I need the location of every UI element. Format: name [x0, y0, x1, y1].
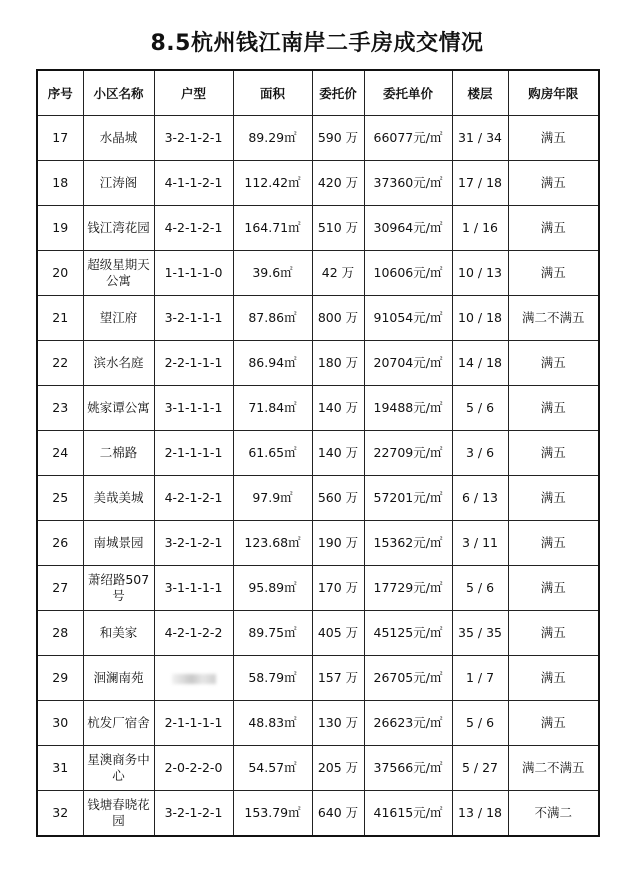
cell-layout: [154, 656, 233, 701]
cell-layout: 4-2-1-2-1: [154, 206, 233, 251]
cell-area: 48.83㎡: [233, 701, 312, 746]
header-no: 序号: [37, 70, 83, 116]
cell-years: 满五: [508, 386, 599, 431]
cell-name: 姚家谭公寓: [83, 386, 154, 431]
cell-price: 157 万: [312, 656, 364, 701]
cell-no: 31: [37, 746, 83, 791]
cell-unit-price: 20704元/㎡: [364, 341, 452, 386]
transactions-table: [36, 69, 600, 837]
cell-years: 满五: [508, 206, 599, 251]
cell-no: 28: [37, 611, 83, 656]
cell-unit-price: 91054元/㎡: [364, 296, 452, 341]
cell-years: 满五: [508, 521, 599, 566]
cell-floor: 13 / 18: [452, 791, 508, 837]
cell-years: 满五: [508, 116, 599, 161]
cell-name: 钱江湾花园: [83, 206, 154, 251]
cell-layout: 3-2-1-2-1: [154, 116, 233, 161]
header-name: 小区名称: [83, 70, 154, 116]
header-floor: 楼层: [452, 70, 508, 116]
header-years: 购房年限: [508, 70, 599, 116]
cell-layout: 4-1-1-2-1: [154, 161, 233, 206]
cell-no: 18: [37, 161, 83, 206]
cell-no: 30: [37, 701, 83, 746]
cell-no: 27: [37, 566, 83, 611]
cell-floor: 14 / 18: [452, 341, 508, 386]
cell-layout: 4-2-1-2-2: [154, 611, 233, 656]
cell-years: 满五: [508, 251, 599, 296]
cell-unit-price: 37360元/㎡: [364, 161, 452, 206]
table-row: [37, 611, 599, 656]
cell-floor: 10 / 18: [452, 296, 508, 341]
cell-years: 满五: [508, 701, 599, 746]
cell-name: 星澳商务中心: [83, 746, 154, 791]
cell-floor: 6 / 13: [452, 476, 508, 521]
cell-layout: 2-1-1-1-1: [154, 431, 233, 476]
cell-no: 23: [37, 386, 83, 431]
cell-name: 萧绍路507号: [83, 566, 154, 611]
cell-price: 140 万: [312, 386, 364, 431]
cell-unit-price: 37566元/㎡: [364, 746, 452, 791]
cell-area: 153.79㎡: [233, 791, 312, 837]
cell-price: 140 万: [312, 431, 364, 476]
table-row: [37, 206, 599, 251]
cell-price: 170 万: [312, 566, 364, 611]
table-row: [37, 341, 599, 386]
page-title: 8.5杭州钱江南岸二手房成交情况: [150, 31, 484, 56]
cell-floor: 1 / 16: [452, 206, 508, 251]
cell-no: 20: [37, 251, 83, 296]
cell-no: 24: [37, 431, 83, 476]
cell-area: 89.75㎡: [233, 611, 312, 656]
cell-name: 钱塘春晓花园: [83, 791, 154, 837]
cell-price: 205 万: [312, 746, 364, 791]
cell-area: 89.29㎡: [233, 116, 312, 161]
cell-floor: 3 / 6: [452, 431, 508, 476]
cell-price: 800 万: [312, 296, 364, 341]
cell-years: 满五: [508, 656, 599, 701]
header-price: 委托价: [312, 70, 364, 116]
cell-unit-price: 45125元/㎡: [364, 611, 452, 656]
cell-years: 满五: [508, 431, 599, 476]
cell-years: 满二不满五: [508, 746, 599, 791]
cell-area: 95.89㎡: [233, 566, 312, 611]
cell-unit-price: 22709元/㎡: [364, 431, 452, 476]
redacted-mark: [172, 674, 216, 684]
table-row: [37, 566, 599, 611]
cell-years: 满五: [508, 161, 599, 206]
cell-layout: 3-2-1-2-1: [154, 791, 233, 837]
cell-layout: 1-1-1-1-0: [154, 251, 233, 296]
cell-years: 不满二: [508, 791, 599, 837]
table-row: [37, 746, 599, 791]
table-row: [37, 251, 599, 296]
cell-floor: 5 / 6: [452, 386, 508, 431]
cell-unit-price: 26623元/㎡: [364, 701, 452, 746]
cell-no: 22: [37, 341, 83, 386]
cell-unit-price: 66077元/㎡: [364, 116, 452, 161]
cell-price: 640 万: [312, 791, 364, 837]
cell-no: 26: [37, 521, 83, 566]
cell-name: 滨水名庭: [83, 341, 154, 386]
cell-unit-price: 10606元/㎡: [364, 251, 452, 296]
cell-area: 61.65㎡: [233, 431, 312, 476]
cell-area: 54.57㎡: [233, 746, 312, 791]
cell-name: 洄澜南苑: [83, 656, 154, 701]
cell-area: 71.84㎡: [233, 386, 312, 431]
cell-no: 17: [37, 116, 83, 161]
cell-years: 满五: [508, 341, 599, 386]
cell-area: 86.94㎡: [233, 341, 312, 386]
cell-floor: 35 / 35: [452, 611, 508, 656]
table-row: [37, 296, 599, 341]
table-row: [37, 701, 599, 746]
cell-name: 杭发厂宿舍: [83, 701, 154, 746]
cell-unit-price: 15362元/㎡: [364, 521, 452, 566]
table-row: [37, 656, 599, 701]
cell-price: 42 万: [312, 251, 364, 296]
cell-layout: 2-0-2-2-0: [154, 746, 233, 791]
cell-price: 590 万: [312, 116, 364, 161]
cell-name: 超级星期天公寓: [83, 251, 154, 296]
cell-unit-price: 57201元/㎡: [364, 476, 452, 521]
cell-layout: 2-2-1-1-1: [154, 341, 233, 386]
cell-floor: 17 / 18: [452, 161, 508, 206]
table-row: [37, 521, 599, 566]
cell-floor: 31 / 34: [452, 116, 508, 161]
cell-layout: 3-2-1-2-1: [154, 521, 233, 566]
cell-layout: 4-2-1-2-1: [154, 476, 233, 521]
cell-years: 满五: [508, 566, 599, 611]
cell-price: 180 万: [312, 341, 364, 386]
cell-price: 420 万: [312, 161, 364, 206]
cell-area: 123.68㎡: [233, 521, 312, 566]
cell-name: 望江府: [83, 296, 154, 341]
cell-unit-price: 26705元/㎡: [364, 656, 452, 701]
cell-area: 112.42㎡: [233, 161, 312, 206]
cell-price: 510 万: [312, 206, 364, 251]
cell-area: 39.6㎡: [233, 251, 312, 296]
cell-layout: 2-1-1-1-1: [154, 701, 233, 746]
cell-name: 二棉路: [83, 431, 154, 476]
cell-floor: 1 / 7: [452, 656, 508, 701]
cell-layout: 3-1-1-1-1: [154, 566, 233, 611]
cell-name: 南城景园: [83, 521, 154, 566]
cell-name: 和美家: [83, 611, 154, 656]
header-row: [37, 70, 599, 116]
cell-years: 满五: [508, 476, 599, 521]
header-area: 面积: [233, 70, 312, 116]
cell-years: 满二不满五: [508, 296, 599, 341]
table-row: [37, 791, 599, 837]
cell-floor: 10 / 13: [452, 251, 508, 296]
cell-no: 21: [37, 296, 83, 341]
cell-years: 满五: [508, 611, 599, 656]
cell-unit-price: 17729元/㎡: [364, 566, 452, 611]
cell-floor: 3 / 11: [452, 521, 508, 566]
table-row: [37, 476, 599, 521]
cell-unit-price: 19488元/㎡: [364, 386, 452, 431]
cell-floor: 5 / 6: [452, 566, 508, 611]
cell-unit-price: 41615元/㎡: [364, 791, 452, 837]
cell-name: 水晶城: [83, 116, 154, 161]
cell-name: 江涛阁: [83, 161, 154, 206]
cell-price: 190 万: [312, 521, 364, 566]
cell-no: 19: [37, 206, 83, 251]
cell-layout: 3-1-1-1-1: [154, 386, 233, 431]
table-row: [37, 161, 599, 206]
cell-area: 97.9㎡: [233, 476, 312, 521]
cell-area: 58.79㎡: [233, 656, 312, 701]
cell-unit-price: 30964元/㎡: [364, 206, 452, 251]
cell-price: 405 万: [312, 611, 364, 656]
table-row: [37, 386, 599, 431]
cell-layout: 3-2-1-1-1: [154, 296, 233, 341]
cell-price: 130 万: [312, 701, 364, 746]
header-layout: 户型: [154, 70, 233, 116]
header-unit-price: 委托单价: [364, 70, 452, 116]
table-row: [37, 431, 599, 476]
cell-floor: 5 / 27: [452, 746, 508, 791]
cell-no: 25: [37, 476, 83, 521]
table-row: [37, 116, 599, 161]
cell-no: 32: [37, 791, 83, 837]
cell-area: 164.71㎡: [233, 206, 312, 251]
cell-price: 560 万: [312, 476, 364, 521]
cell-name: 美哉美城: [83, 476, 154, 521]
cell-no: 29: [37, 656, 83, 701]
cell-area: 87.86㎡: [233, 296, 312, 341]
cell-floor: 5 / 6: [452, 701, 508, 746]
